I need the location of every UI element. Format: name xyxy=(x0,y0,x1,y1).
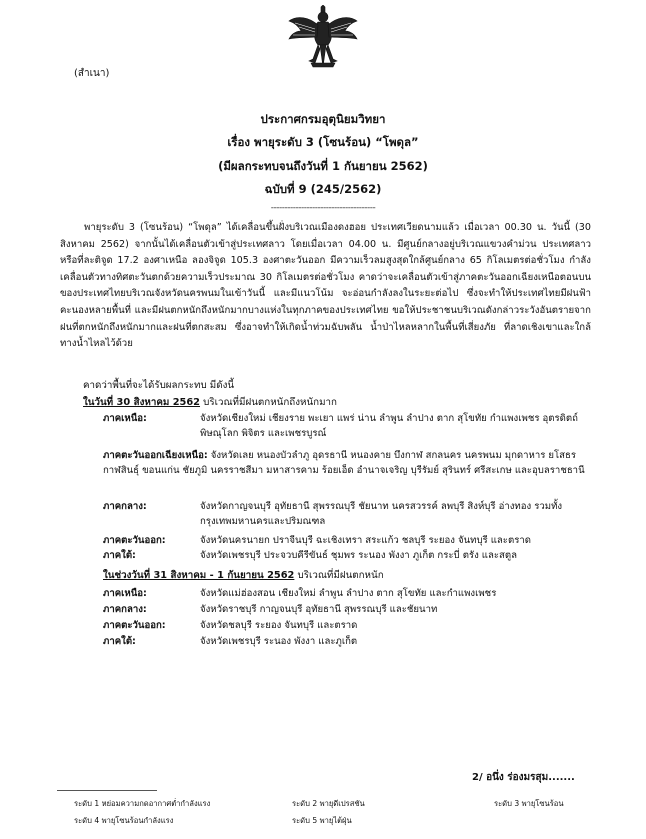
region-row xyxy=(103,602,593,618)
region-provinces: จังหวัดเชียงใหม่ เชียงราย พะเยา แพร่ น่าน ลำพูน ลำปาง ตาก สุโขทัย กำแพงเพชร อุตรดิตถ์ พิษณุโลก พิจิตร และเพชรบูรณ์ xyxy=(200,413,578,439)
affected-intro: คาดว่าพื้นที่จะได้รับผลกระทบ มีดังนี้ xyxy=(83,380,235,391)
region-label: ภาคตะวันออก: xyxy=(103,535,166,546)
section-1-desc: บริเวณที่มีฝนตกหนักถึงหนักมาก xyxy=(200,397,337,408)
region-label: ภาคเหนือ: xyxy=(103,413,147,424)
region-provinces: จังหวัดชลบุรี ระยอง จันทบุรี และตราด xyxy=(200,620,358,631)
copy-label: (สำเนา) xyxy=(74,68,110,79)
region-label: ภาคตะวันออก: xyxy=(103,620,166,631)
region-row xyxy=(103,448,593,495)
footnote-level-3: ระดับ 3 พายุโซนร้อน xyxy=(494,799,564,808)
region-provinces: จังหวัดเพชรบุรี ประจวบคีรีขันธ์ ชุมพร ระนอง พังงา ภูเก็ต กระบี่ ตรัง และสตูล xyxy=(200,550,517,561)
issue-number: ฉบับที่ 9 (245/2562) xyxy=(264,182,382,196)
org-title: ประกาศกรมอุตุนิยมวิทยา xyxy=(260,112,386,126)
region-provinces: ภาคตะวันออกเฉียงเหนือ: จังหวัดเลย หนองบัวลำภู อุดรธานี หนองคาย บึงกาฬ สกลนคร นครพนม มุกดาหาร ยโสธร กาฬสินธุ์ ขอนแก่น ชัยภูมิ นครราชสีมา มหาสารคาม ร้อยเอ็ด อำนาจเจริญ บุรีรัมย์ สุรินทร์ ศรีสะเกษ และอุบลราชธานี xyxy=(103,450,585,476)
footnote-level-1: ระดับ 1 หย่อมความกดอากาศต่ำกำลังแรง xyxy=(74,799,211,808)
region-label: ภาคใต้: xyxy=(103,636,136,647)
section-2-desc: บริเวณที่มีฝนตกหนัก xyxy=(294,570,384,581)
region-provinces: จังหวัดเพชรบุรี ระนอง พังงา และภูเก็ต xyxy=(200,636,358,647)
region-row xyxy=(103,548,593,564)
region-label: ภาคตะวันออกเฉียงเหนือ: xyxy=(103,450,208,461)
subject-line: เรื่อง พายุระดับ 3 (โซนร้อน) “โพดุล” xyxy=(227,135,419,149)
section-2-heading xyxy=(103,568,384,583)
region-label: ภาคกลาง: xyxy=(103,501,147,512)
region-row xyxy=(103,634,593,650)
region-row xyxy=(103,533,593,549)
region-provinces: จังหวัดนครนายก ปราจีนบุรี ฉะเชิงเทรา สระแก้ว ชลบุรี ระยอง จันทบุรี และตราด xyxy=(200,535,531,546)
region-label: ภาคกลาง: xyxy=(103,604,147,615)
region-row xyxy=(103,618,593,634)
footnote-level-4: ระดับ 4 พายุโซนร้อนกำลังแรง xyxy=(74,816,174,825)
section-2-date: ในช่วงวันที่ 31 สิงหาคม - 1 กันยายน 2562 xyxy=(103,570,295,581)
section-1-heading xyxy=(83,395,337,410)
region-provinces: จังหวัดแม่ฮ่องสอน เชียงใหม่ ลำพูน ลำปาง ตาก สุโขทัย และกำแพงเพชร xyxy=(200,588,497,599)
effective-date: (มีผลกระทบจนถึงวันที่ 1 กันยายน 2562) xyxy=(218,159,428,173)
continued-note: 2/ อนึ่ง ร่องมรสุม....... xyxy=(472,772,575,783)
region-row xyxy=(103,411,593,443)
footnote-level-5: ระดับ 5 พายุไต้ฝุ่น xyxy=(292,816,352,825)
region-row xyxy=(103,499,593,531)
region-label: ภาคใต้: xyxy=(103,550,136,561)
garuda-emblem-icon xyxy=(287,5,359,71)
section-1-date: ในวันที่ 30 สิงหาคม 2562 xyxy=(83,397,201,408)
body-paragraph: พายุระดับ 3 (โซนร้อน) “โพดุล” ได้เคลื่อนขึ้นฝั่งบริเวณเมืองดงฮอย ประเทศเวียดนามแล้ว เมื่อเวลา 00.30 น. วันนี้ (30 สิงหาคม 2562) จากนั้นได้เคลื่อนตัวเข้าสู่ประเทศลาว โดยเมื่อเวลา 04.00 น. มีศูนย์กลางอยู่บริเวณแขวงคำม่วน ประเทศลาว หรือที่ละติจูด 17.2 องศาเหนือ ลองจิจูด 105.3 องศาตะวันออก มีความเร็วลมสูงสุดใกล้ศูนย์กลาง 65 กิโลเมตรต่อชั่วโมง กำลังเคลื่อนตัวทางทิศตะวันตกด้วยความเร็วประมาณ 30 กิโลเมตรต่อชั่วโมง คาดว่าจะเคลื่อนตัวเข้าสู่ภาคตะวันออกเฉียงเหนือตอนบนของประเทศไทยบริเวณจังหวัดนครพนมในเข้าวันนี้ และมีแนวโน้ม จะอ่อนกำลังลงในระยะต่อไป ซึ่งจะทำให้ประเทศไทยมีฝนฟ้าคะนองหลายพื้นที่ และมีฝนตกหนักถึงหนักมากบางแห่งในทุกภาคของประเทศไทย ขอให้ประชาชนบริเวณดังกล่าวระวังอันตรายจากฝนที่ตกหนักถึงหนักมากและฝนที่ตกสะสม ซึ่งอาจทำให้เกิดน้ำท่วมฉับพลัน น้ำป่าไหลหลากในพื้นที่เสี่ยงภัย ที่ลาดเชิงเขาและใกล้ทางน้ำไหลไว้ด้วย xyxy=(60,222,591,350)
region-label: ภาคเหนือ: xyxy=(103,588,147,599)
region-provinces: จังหวัดราชบุรี กาญจนบุรี อุทัยธานี สุพรรณบุรี และชัยนาท xyxy=(200,604,438,615)
region-row xyxy=(103,586,593,602)
footnote-divider xyxy=(57,790,157,791)
region-provinces: จังหวัดกาญจนบุรี อุทัยธานี สุพรรณบุรี ชัยนาท นครสวรรค์ ลพบุรี สิงห์บุรี อ่างทอง รวมทั้งกรุงเทพมหานครและปริมณฑล xyxy=(200,501,563,527)
footnote-level-2: ระดับ 2 พายุดีเปรสชัน xyxy=(292,799,365,808)
divider: -------------------------------------- xyxy=(270,203,376,213)
